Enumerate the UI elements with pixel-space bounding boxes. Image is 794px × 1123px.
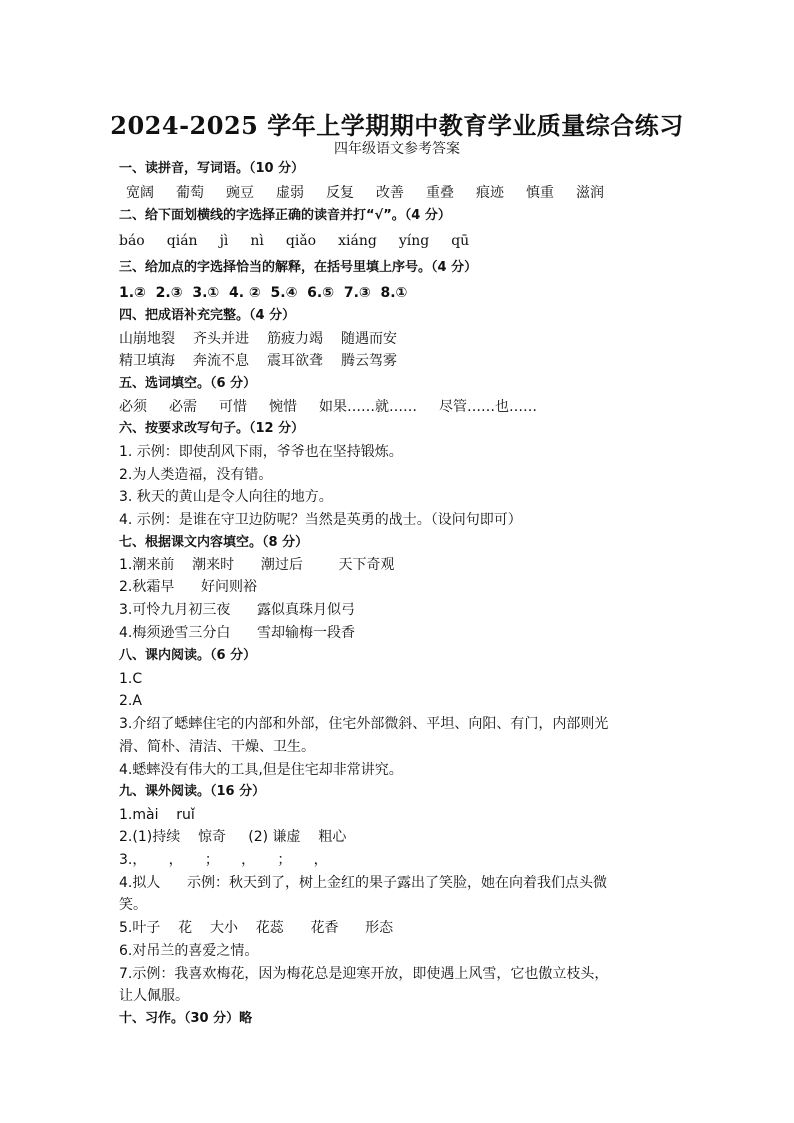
section-9-line-8: 7.示例：我喜欢梅花，因为梅花总是迎寒开放，即使遇上风雪，它也傲立枝头， <box>119 966 609 982</box>
section-8-line-5: 4.蟋蟀没有伟大的工具,但是住宅却非常讲究。 <box>119 762 403 778</box>
section-4-row-2 <box>119 352 415 370</box>
pinyin-item: nì <box>250 233 264 249</box>
section-4-heading: 四、把成语补充完整。（4 分） <box>119 308 296 323</box>
pinyin-item: qián <box>166 233 198 249</box>
section-6-line-3: 3. 秋天的黄山是令人向往的地方。 <box>119 489 333 505</box>
section-3-answers: 1.② 2.③ 3.① 4. ② 5.④ 6.⑤ 7.③ 8.① <box>119 285 408 301</box>
pinyin-item: qū <box>451 233 470 249</box>
idiom: 山崩地裂 <box>119 331 175 347</box>
section-10-heading: 十、习作。（30 分）略 <box>119 1011 253 1026</box>
section-6-line-2: 2.为人类造福，没有错。 <box>119 467 273 483</box>
section-1-heading: 一、读拼音，写词语。（10 分） <box>119 161 305 176</box>
section-5-words <box>119 398 559 416</box>
word: 如果……就…… <box>319 399 417 415</box>
pinyin-item: báo <box>119 233 145 249</box>
word: 慎重 <box>526 185 554 201</box>
document-title: 2024-2025 学年上学期期中教育学业质量综合练习 <box>110 111 684 140</box>
section-2-heading: 二、给下面划横线的字选择正确的读音并打“√”。（4 分） <box>119 208 451 223</box>
idiom: 腾云驾雾 <box>341 353 397 369</box>
word: 滋润 <box>576 185 604 201</box>
section-9-line-9: 让人佩服。 <box>119 988 189 1004</box>
section-8-heading: 八、课内阅读。（6 分） <box>119 648 257 663</box>
idiom: 齐头并进 <box>193 331 249 347</box>
pinyin-item: qiǎo <box>285 233 317 249</box>
section-9-line-6: 5.叶子 花 大小 花蕊 花香 形态 <box>119 920 394 936</box>
section-6-heading: 六、按要求改写句子。（12 分） <box>119 421 305 436</box>
idiom: 筋疲力竭 <box>267 331 323 347</box>
word: 尽管……也…… <box>439 399 537 415</box>
section-7-line-3: 3.可怜九月初三夜 露似真珠月似弓 <box>119 602 356 618</box>
section-4-row-1 <box>119 330 415 348</box>
section-7-line-2: 2.秋霜早 好问则裕 <box>119 579 258 595</box>
section-8-line-4: 滑、简朴、清洁、干燥、卫生。 <box>119 739 315 755</box>
section-9-line-3: 3.， ， ； ， ； ， <box>119 852 328 868</box>
idiom: 精卫填海 <box>119 353 175 369</box>
section-9-line-1: 1.mài ruǐ <box>119 807 195 823</box>
section-1-words <box>126 184 626 202</box>
idiom: 随遇而安 <box>341 331 397 347</box>
section-6-line-1: 1. 示例：即使刮风下雨，爷爷也在坚持锻炼。 <box>119 444 403 460</box>
pinyin-item: jì <box>219 233 229 249</box>
word: 痕迹 <box>476 185 504 201</box>
idiom: 震耳欲聋 <box>267 353 323 369</box>
section-8-line-3: 3.介绍了蟋蟀住宅的内部和外部，住宅外部微斜、平坦、向阳、有门，内部则光 <box>119 716 609 732</box>
word: 可惜 <box>219 399 247 415</box>
section-9-heading: 九、课外阅读。（16 分） <box>119 784 266 799</box>
section-7-heading: 七、根据课文内容填空。（8 分） <box>119 535 309 550</box>
section-9-line-7: 6.对吊兰的喜爱之情。 <box>119 943 259 959</box>
word: 宽阔 <box>126 185 154 201</box>
section-9-line-2: 2.(1)持续 惊奇 (2) 谦虚 粗心 <box>119 829 347 845</box>
word: 豌豆 <box>226 185 254 201</box>
section-9-line-4: 4.拟人 示例：秋天到了，树上金红的果子露出了笑脸，她在向着我们点头微 <box>119 875 608 891</box>
word: 虚弱 <box>276 185 304 201</box>
section-5-heading: 五、选词填空。（6 分） <box>119 376 257 391</box>
word: 惋惜 <box>269 399 297 415</box>
section-8-line-2: 2.A <box>119 693 142 709</box>
section-6-line-4: 4. 示例：是谁在守卫边防呢？当然是英勇的战士。（设问句即可） <box>119 512 522 528</box>
section-7-line-4: 4.梅须逊雪三分白 雪却输梅一段香 <box>119 625 356 641</box>
section-8-line-1: 1.C <box>119 671 143 687</box>
word: 反复 <box>326 185 354 201</box>
idiom: 奔流不息 <box>193 353 249 369</box>
document-subtitle: 四年级语文参考答案 <box>334 141 460 157</box>
word: 重叠 <box>426 185 454 201</box>
word: 葡萄 <box>176 185 204 201</box>
word: 改善 <box>376 185 404 201</box>
section-9-line-5: 笑。 <box>119 897 147 913</box>
section-3-heading: 三、给加点的字选择恰当的解释，在括号里填上序号。（4 分） <box>119 260 478 275</box>
pinyin-item: yíng <box>398 233 430 249</box>
section-7-line-1: 1.潮来前 潮来时 潮过后 天下奇观 <box>119 557 395 573</box>
word: 必需 <box>169 399 197 415</box>
word: 必须 <box>119 399 147 415</box>
section-2-pinyin <box>119 232 491 250</box>
pinyin-item: xiáng <box>338 233 377 249</box>
